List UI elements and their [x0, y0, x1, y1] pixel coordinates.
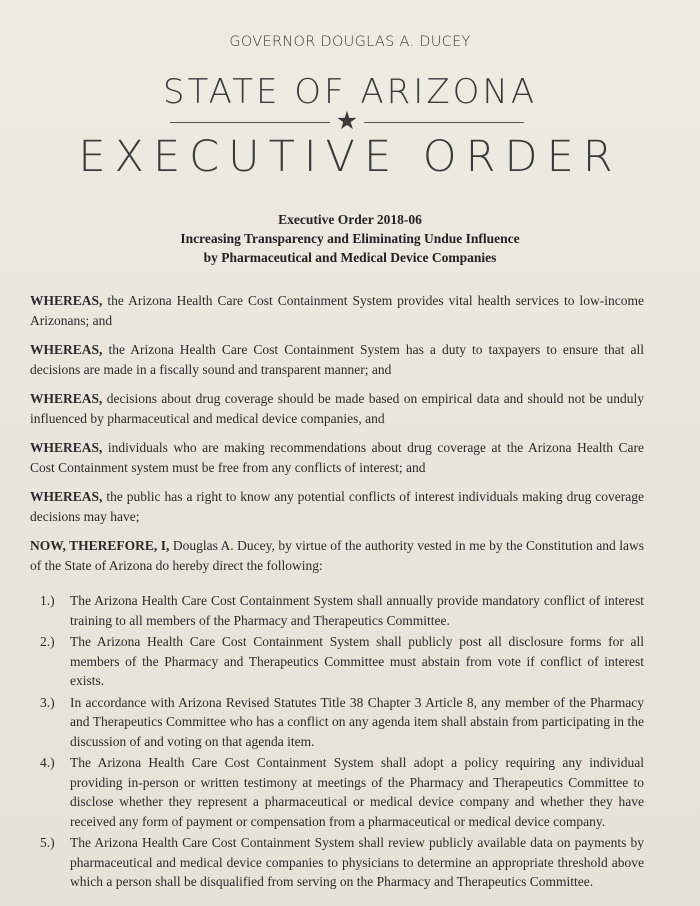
whereas-clause	[30, 291, 644, 330]
directive-number: 4.)	[40, 755, 55, 770]
directive-item	[30, 753, 644, 831]
whereas-text: decisions about drug coverage should be made based on empirical data and should not be unduly influenced by pharmaceutical and medical device companies, and	[30, 391, 644, 426]
whereas-clause	[30, 487, 644, 526]
whereas-lead: WHEREAS,	[30, 342, 103, 357]
directive-text: In accordance with Arizona Revised Statutes Title 38 Chapter 3 Article 8, any member of the Pharmacy and Therapeutics Committee who has a conflict on any agenda item shall abstain from participating in the discussion of and voting on that agenda item.	[70, 694, 644, 749]
directive-text: The Arizona Health Care Cost Containment System shall annually provide mandatory conflict of interest training to all members of the Pharmacy and Therapeutics Committee.	[70, 593, 644, 628]
therefore-text: Douglas A. Ducey, by virtue of the authority vested in me by the Constitution and laws of the State of Arizona do hereby direct the following:	[30, 538, 644, 573]
therefore-clause	[30, 536, 644, 575]
order-subject-line-1: Increasing Transparency and Eliminating Undue Influence	[180, 231, 520, 246]
whereas-lead: WHEREAS,	[30, 440, 103, 455]
whereas-lead: WHEREAS,	[30, 489, 103, 504]
star-icon: ★	[335, 108, 359, 135]
whereas-clause	[30, 340, 644, 379]
directive-number: 3.)	[40, 694, 55, 710]
directive-text: The Arizona Health Care Cost Containment System shall adopt a policy requiring any individual providing in-person or written testimony at meetings of the Pharmacy and Therapeutics Committee to disclose whether they represent a pharmaceutical or medical device company and whether they have received any form of payment or compensation from a pharmaceutical or medical device company.	[70, 755, 644, 829]
directive-number: 5.)	[40, 835, 55, 850]
directive-item	[30, 693, 644, 752]
star-divider	[170, 108, 524, 135]
whereas-lead: WHEREAS,	[30, 293, 103, 308]
directive-number: 2.)	[40, 634, 55, 649]
divider-line-left	[170, 122, 330, 123]
whereas-text: individuals who are making recommendations about drug coverage at the Arizona Health Care Cost Containment system must be free from any conflicts of interest; and	[30, 440, 644, 475]
whereas-clause	[30, 438, 644, 477]
directives-list	[30, 591, 644, 892]
order-heading	[0, 210, 700, 267]
directive-text: The Arizona Health Care Cost Containment System shall review publicly available data on payments by pharmaceutical and medical device companies to physicians to determine an appropriate threshold above which a person shall be disqualified from serving on the Pharmacy and Therapeutics Committee.	[70, 835, 644, 889]
order-body	[30, 291, 644, 894]
governor-name: GOVERNOR DOUGLAS A. DUCEY	[229, 34, 471, 50]
whereas-lead: WHEREAS,	[30, 391, 103, 406]
order-subject-line-2: by Pharmaceutical and Medical Device Companies	[203, 250, 497, 265]
divider-line-right	[364, 122, 524, 123]
directive-item	[30, 833, 644, 892]
whereas-text: the Arizona Health Care Cost Containment System has a duty to taxpayers to ensure that all decisions are made in a fiscally sound and transparent manner; and	[30, 342, 644, 377]
directive-number: 1.)	[40, 593, 55, 608]
directive-text: The Arizona Health Care Cost Containment System shall publicly post all disclosure forms for all members of the Pharmacy and Therapeutics Committee must abstain from vote if conflict of interest exists.	[70, 634, 644, 688]
whereas-clause	[30, 389, 644, 428]
whereas-text: the public has a right to know any potential conflicts of interest individuals making drug coverage decisions may have;	[30, 489, 644, 524]
order-number: Executive Order 2018-06	[278, 212, 422, 227]
state-title: STATE OF ARIZONA	[162, 72, 538, 112]
executive-order-title: EXECUTIVE ORDER	[78, 132, 622, 182]
directive-item	[30, 632, 644, 691]
whereas-text: the Arizona Health Care Cost Containment System provides vital health services to low-income Arizonans; and	[30, 293, 644, 328]
directive-item	[30, 591, 644, 630]
therefore-lead: NOW, THEREFORE, I,	[30, 538, 170, 553]
